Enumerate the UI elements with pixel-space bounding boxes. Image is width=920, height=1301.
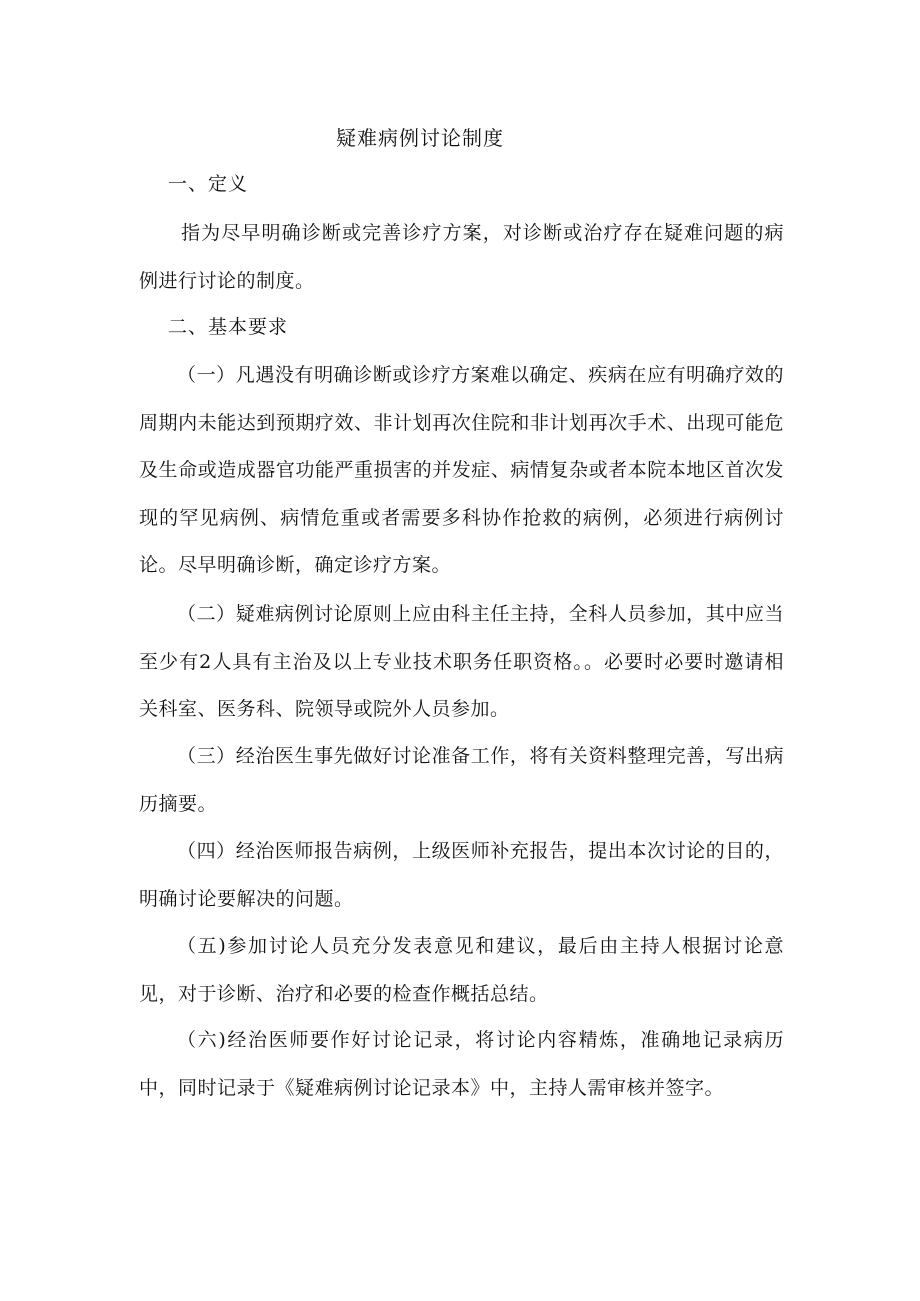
requirement-item-3: （三）经治医生事先做好讨论准备工作，将有关资料整理完善，写出病历摘要。	[139, 745, 784, 815]
document-title: 疑难病例讨论制度	[336, 126, 504, 150]
requirement-item-5: （五)参加讨论人员充分发表意见和建议，最后由主持人根据讨论意见，对于诊断、治疗和必要的检查作概括总结。	[139, 935, 784, 1005]
requirement-item-1: （一）凡遇没有明确诊断或诊疗方案难以确定、疾病在应有明确疗效的周期内未能达到预期疗效、非计划再次住院和非计划再次手术、出现可能危及生命或造成器官功能严重损害的并发症、病情复杂或者本院本地区首次发现的罕见病例、病情危重或者需要多科协作抢救的病例，必须进行病例讨论。尽早明确诊断，确定诊疗方案。	[139, 364, 784, 576]
definition-paragraph: 指为尽早明确诊断或完善诊疗方案，对诊断或治疗存在疑难问题的病例进行讨论的制度。	[139, 222, 784, 292]
requirement-item-2: （二）疑难病例讨论原则上应由科主任主持，全科人员参加，其中应当至少有2人具有主治及以上专业技术职务任职资格。。必要时必要时邀请相关科室、医务科、院领导或院外人员参加。	[139, 603, 784, 720]
section-heading-requirements: 二、基本要求	[168, 316, 289, 338]
requirement-item-4: （四）经治医师报告病例，上级医师补充报告，提出本次讨论的目的，明确讨论要解决的问题。	[139, 840, 784, 910]
section-heading-definition: 一、定义	[168, 173, 249, 195]
requirement-item-6: （六)经治医师要作好讨论记录，将讨论内容精炼，准确地记录病历中，同时记录于《疑难病例讨论记录本》中，主持人需审核并签字。	[139, 1029, 784, 1099]
